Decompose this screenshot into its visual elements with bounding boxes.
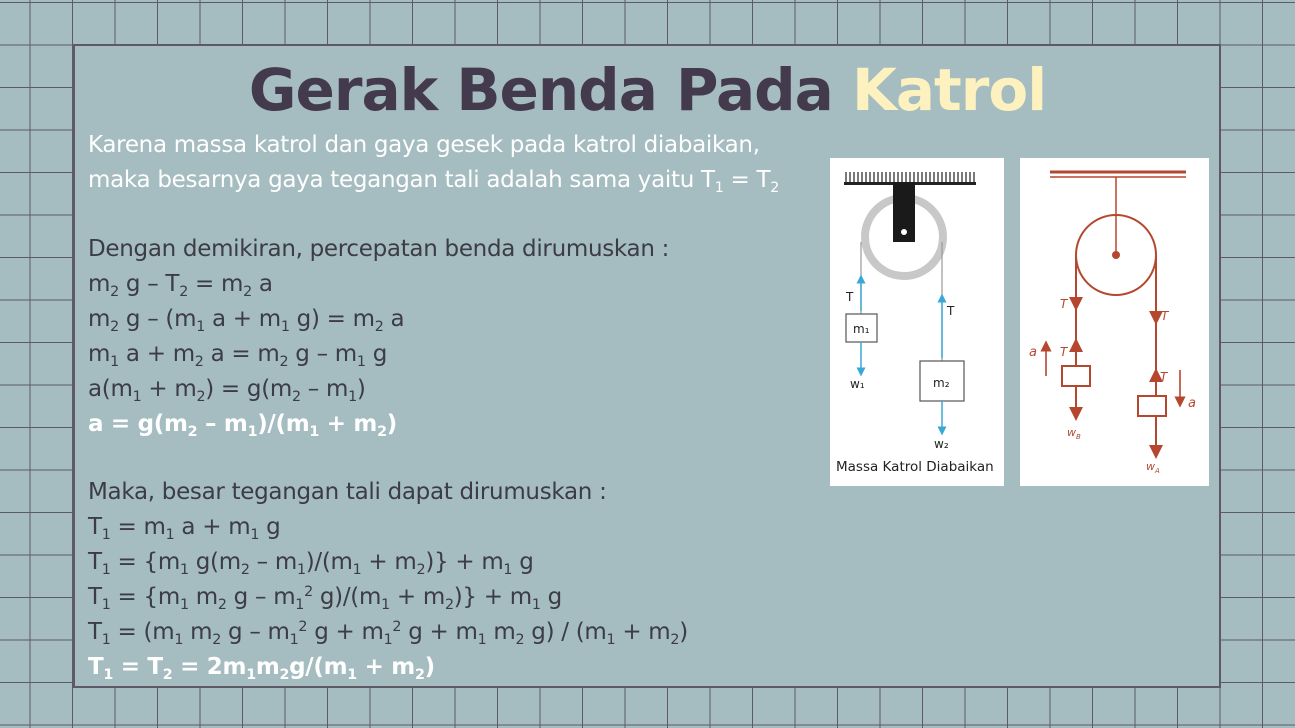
title-main: Gerak Benda Pada [248,56,852,124]
pulley-diagram-1 [830,158,1004,486]
label-wB: $w_B$ [1067,426,1081,441]
label-w1: w₁ [850,377,865,391]
block-A [1138,396,1166,416]
title-highlight: Katrol [851,56,1047,124]
ten-eq-1: $T_1 = m_1$ $a + m_1$ g [88,514,281,543]
pulley-diagram-2 [1020,158,1209,486]
tension-heading: Maka, besar tegangan tali dapat dirumuskan : [88,479,607,505]
label-T-block-right: T [1160,370,1168,384]
acceleration-section [88,232,669,442]
label-T-left: T [846,290,854,304]
ten-eq-3: $T_1 = \{m_1$ $m_2$ g – $m_1^2$ $g)/(m_1 + m_2)\} + m_1$ g [88,584,562,613]
tension-section [88,475,688,685]
pulley-axle-2 [1112,251,1120,259]
label-T-right: T [947,304,955,318]
label-a-right: a [1188,396,1196,411]
ten-eq-2: $T_1 = \{m_1$ $g(m_2 - m_1)/(m_1 + m_2)\} + m_1$ g [88,549,534,578]
pulley-axle [901,229,907,235]
figure1-caption: Massa Katrol Diabaikan [836,459,994,475]
acc-eq-4: $a(m_1 + m_2) = g(m_2 - m_1)$ [88,376,366,405]
ten-result: $T_1 = T_2 = 2m_1m_2g/(m_1 + m_2)$ [88,654,435,683]
intro-paragraph [88,128,779,198]
acc-eq-1: $m_2$ $g - T_2 = m_2$ a [88,271,273,300]
label-T-top-right: T [1161,309,1169,323]
ten-eq-4: $T_1 = (m_1$ $m_2$ g – $m_1^2$ $g + m_1^2$ $g + m_1$ $m_2$ $g) / (m_1 + m_2)$ [88,619,688,648]
label-w2: w₂ [934,437,949,451]
intro-line-1: Karena massa katrol dan gaya gesek pada katrol diabaikan, [88,132,760,158]
label-m1: m₁ [853,322,870,336]
label-T-block-left: T [1060,345,1068,359]
acc-eq-3: $m_1$ $a + m_2$ $a = m_2$ g – $m_1$ g [88,341,387,370]
label-wA: $w_A$ [1146,460,1160,475]
pulley-figure-massless [830,158,1004,486]
label-T-top-left: T [1060,297,1068,311]
acc-eq-2: $m_2$ g – ($m_1$ $a + m_1$ $g) = m_2$ a [88,306,405,335]
label-m2: m₂ [933,376,950,390]
label-a-left: a [1029,345,1037,360]
block-B [1062,366,1090,386]
page-title [0,58,1295,122]
pulley-figure-forces [1020,158,1209,486]
acc-result: $a = g(m_2 - m_1)/(m_1 + m_2)$ [88,411,397,440]
intro-line-2: maka besarnya gaya tegangan tali adalah sama yaitu $T_1 = T_2$ [88,167,780,196]
acceleration-heading: Dengan demikiran, percepatan benda dirumuskan : [88,236,670,262]
